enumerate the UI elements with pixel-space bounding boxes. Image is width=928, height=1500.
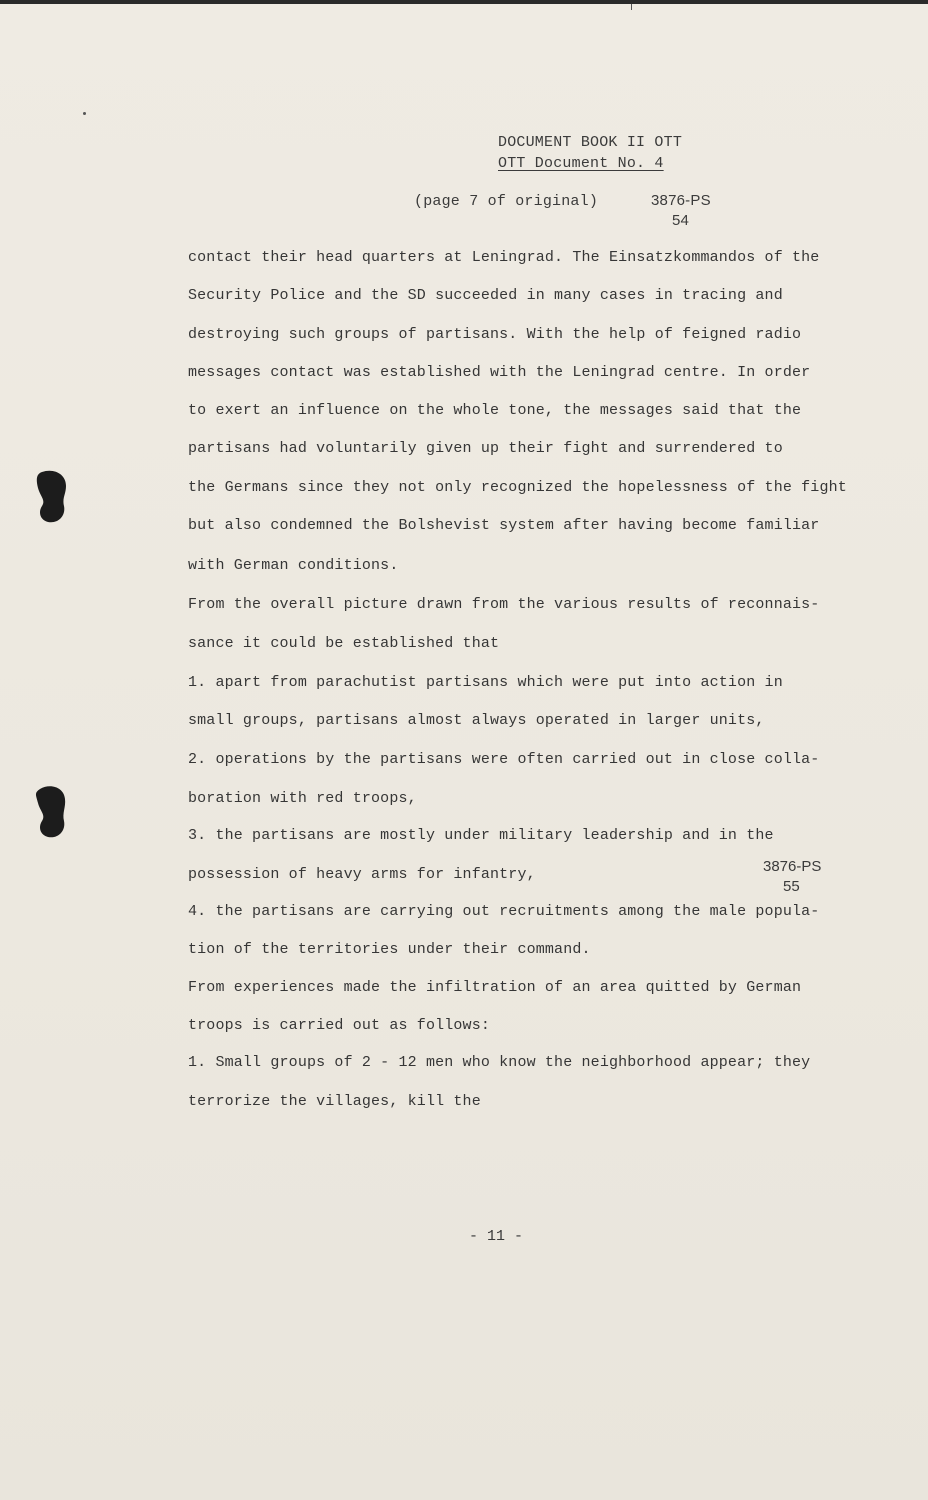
body-line: to exert an influence on the whole tone, the messages said that the — [188, 402, 802, 419]
punch-hole-bottom — [34, 783, 76, 839]
body-line: terrorize the villages, kill the — [188, 1093, 481, 1110]
body-line: 2. operations by the partisans were often carried out in close colla- — [188, 751, 820, 768]
body-line: destroying such groups of partisans. With the help of feigned radio — [188, 326, 802, 343]
body-line: 1. Small groups of 2 - 12 men who know the neighborhood appear; they — [188, 1054, 811, 1071]
reference-page-number: 54 — [672, 212, 690, 229]
body-line: the Germans since they not only recognized the hopelessness of the fight — [188, 479, 847, 496]
body-line: 3. the partisans are mostly under military leadership and in the — [188, 827, 774, 844]
body-line: partisans had voluntarily given up their fight and surrendered to — [188, 440, 783, 457]
body-line: boration with red troops, — [188, 790, 417, 807]
body-line: contact their head quarters at Leningrad. The Einsatzkommandos of the — [188, 249, 820, 266]
scan-top-edge — [0, 0, 928, 4]
punch-hole-top — [34, 468, 76, 524]
body-line: but also condemned the Bolshevist system after having become familiar — [188, 517, 820, 534]
body-line: sance it could be established that — [188, 635, 500, 652]
body-line: Security Police and the SD succeeded in many cases in tracing and — [188, 287, 783, 304]
page-number: - 11 - — [469, 1228, 524, 1245]
reference-code: 3876-PS — [651, 192, 711, 209]
body-line: 4. the partisans are carrying out recruitments among the male popula- — [188, 903, 820, 920]
body-line: possession of heavy arms for infantry, — [188, 866, 536, 883]
document-book-title: DOCUMENT BOOK II OTT — [498, 134, 683, 151]
body-line: 1. apart from parachutist partisans which were put into action in — [188, 674, 783, 691]
paper-speck — [631, 4, 632, 10]
body-line: From experiences made the infiltration of an area quitted by German — [188, 979, 802, 996]
body-line: troops is carried out as follows: — [188, 1017, 490, 1034]
body-line: tion of the territories under their command. — [188, 941, 591, 958]
margin-reference-page: 55 — [783, 878, 800, 895]
body-line: with German conditions. — [188, 557, 399, 574]
document-number: OTT Document No. 4 — [498, 155, 664, 172]
margin-reference-code: 3876-PS — [763, 858, 822, 875]
page-of-original: (page 7 of original) — [414, 193, 599, 210]
body-line: From the overall picture drawn from the various results of reconnais- — [188, 596, 820, 613]
body-line: small groups, partisans almost always operated in larger units, — [188, 712, 765, 729]
paper-speck — [83, 112, 86, 115]
body-line: messages contact was established with the Leningrad centre. In order — [188, 364, 811, 381]
